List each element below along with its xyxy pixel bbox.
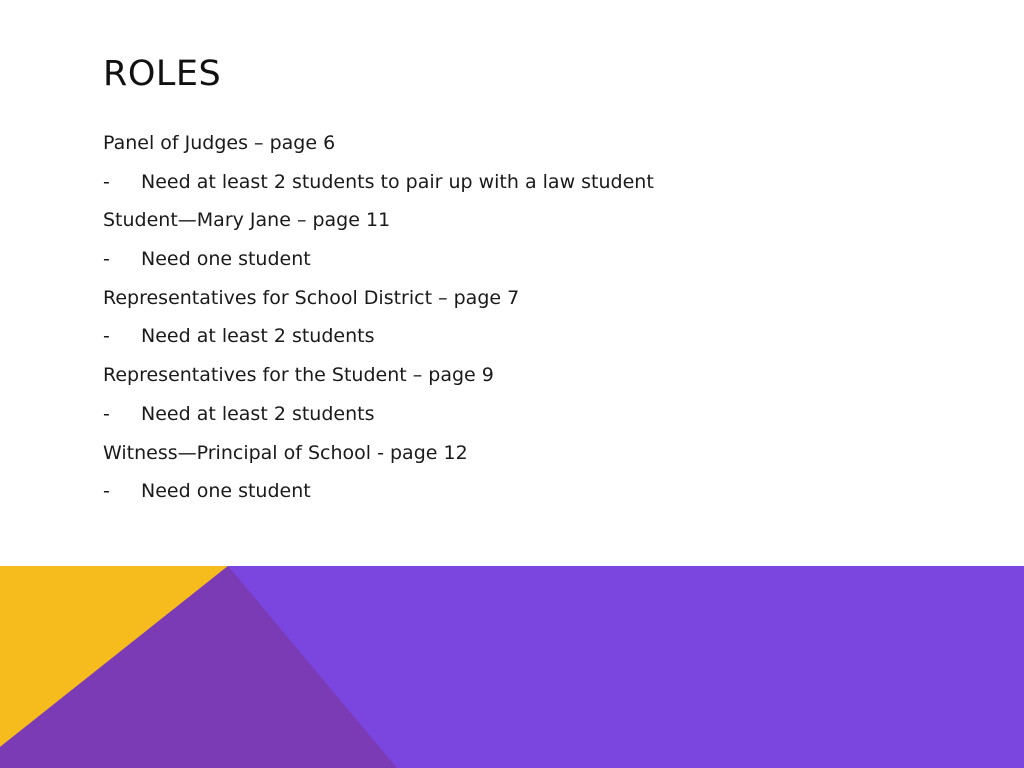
list-item-heading <box>103 360 923 399</box>
list-item-text: Student—Mary Jane – page 11 <box>103 209 391 232</box>
list-item-heading <box>103 438 923 477</box>
list-item-text: Witness—Principal of School - page 12 <box>103 441 468 464</box>
list-item-sub <box>103 399 923 438</box>
list-item-text: Panel of Judges – page 6 <box>103 132 336 154</box>
slide-title: ROLES <box>103 54 222 94</box>
list-item-text: Need at least 2 students <box>141 325 375 348</box>
dash-bullet-icon: - <box>103 402 110 425</box>
slide-content-list <box>103 128 923 515</box>
list-item-sub <box>103 321 923 360</box>
dash-bullet-icon: - <box>103 248 110 271</box>
list-item-heading <box>103 283 923 322</box>
list-item-text: Need one student <box>141 480 311 503</box>
list-item-sub <box>103 476 923 515</box>
list-item-text: Representatives for School District – page 7 <box>103 286 520 309</box>
list-item-text: Need at least 2 students to pair up with a law student <box>141 170 654 193</box>
decorative-footer-band <box>0 566 1024 768</box>
dash-bullet-icon: - <box>103 480 110 503</box>
list-item-sub <box>103 244 923 283</box>
list-item-text: Representatives for the Student – page 9 <box>103 364 494 387</box>
list-item-text: Need at least 2 students <box>141 402 375 425</box>
list-item-sub <box>103 167 923 206</box>
list-item-heading <box>103 128 923 167</box>
list-item-text: Need one student <box>141 248 311 271</box>
dash-bullet-icon: - <box>103 170 110 193</box>
dash-bullet-icon: - <box>103 325 110 348</box>
list-item-heading <box>103 205 923 244</box>
